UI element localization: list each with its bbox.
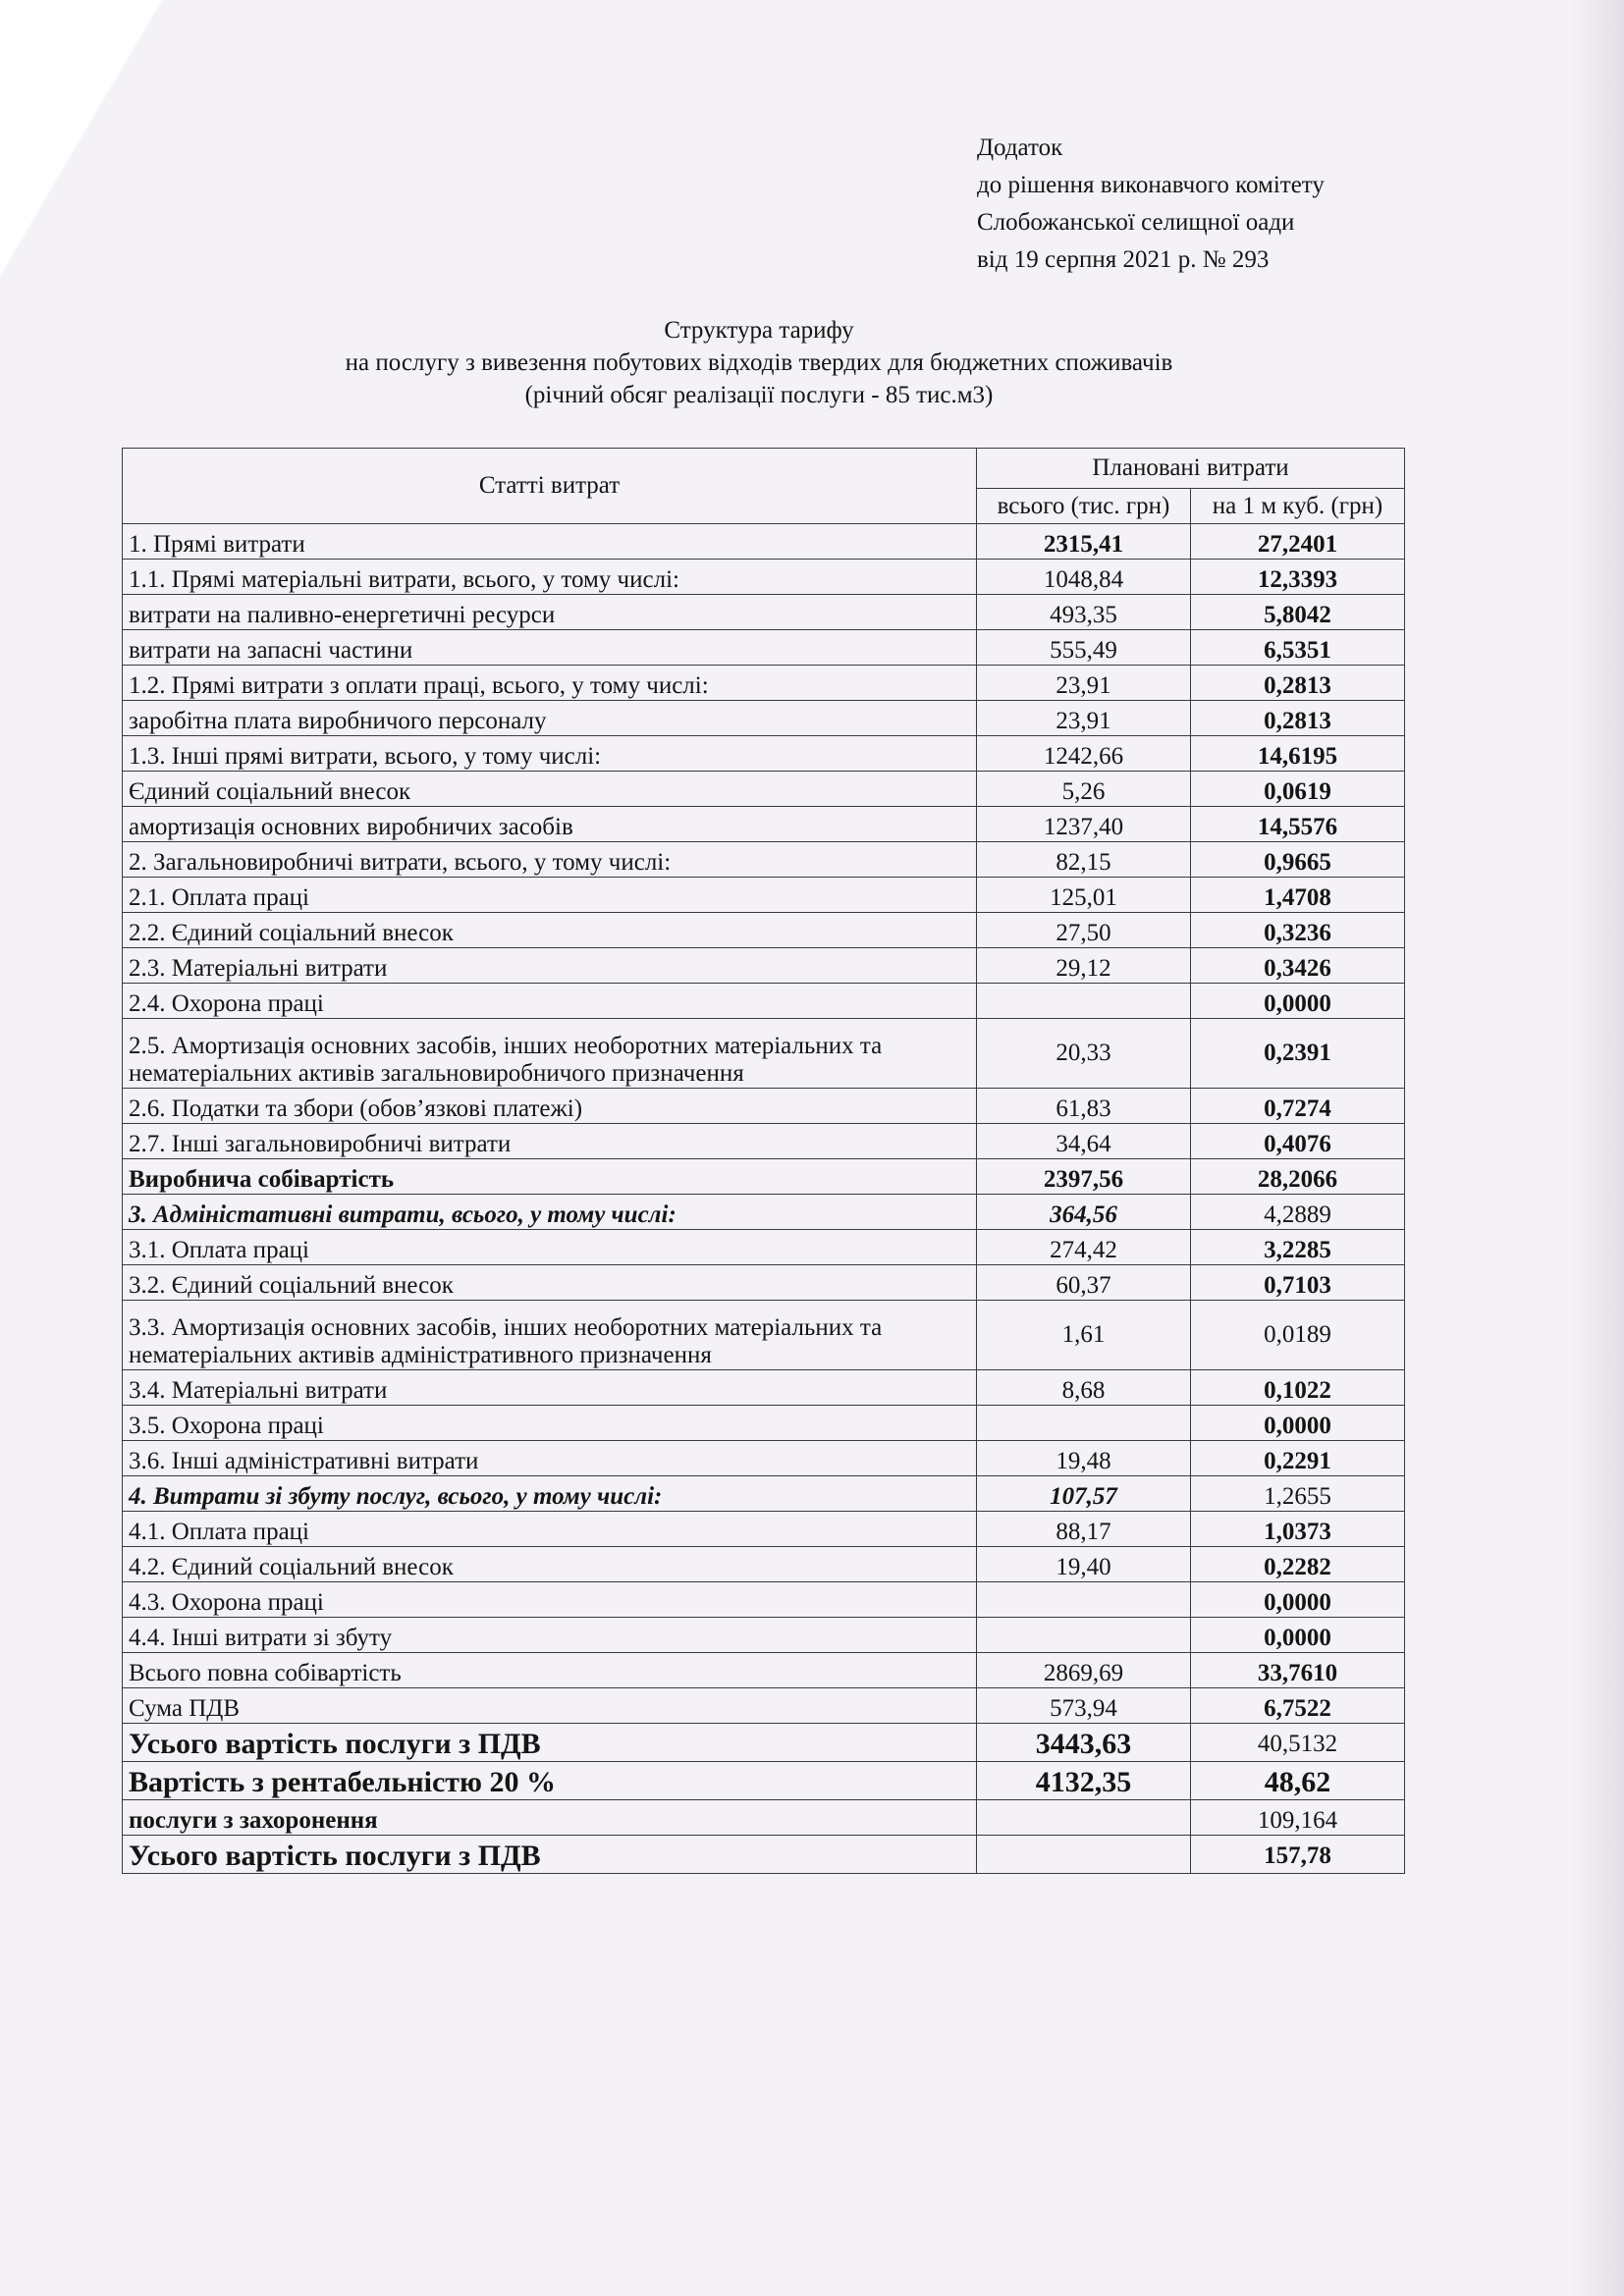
- table-row: [123, 1836, 1405, 1874]
- cost-item-name: 3.1. Оплата праці: [123, 1230, 977, 1265]
- total-thousand-uah: 19,40: [977, 1547, 1191, 1582]
- cost-item-name: Вартість з рентабельністю 20 %: [123, 1762, 977, 1800]
- table-row: [123, 1800, 1405, 1836]
- total-thousand-uah: 2397,56: [977, 1159, 1191, 1195]
- cost-item-name: заробітна плата виробничого персоналу: [123, 701, 977, 736]
- total-thousand-uah: [977, 1800, 1191, 1836]
- cost-item-name: Всього повна собівартість: [123, 1653, 977, 1688]
- cost-item-name: Усього вартість послуги з ПДВ: [123, 1724, 977, 1762]
- cost-item-name: витрати на запасні частини: [123, 630, 977, 666]
- cost-item-name: 3.4. Матеріальні витрати: [123, 1370, 977, 1406]
- table-row: [123, 1653, 1405, 1688]
- cost-per-cubic-meter: 3,2285: [1191, 1230, 1405, 1265]
- cost-per-cubic-meter: 0,2391: [1191, 1019, 1405, 1089]
- table-row: [123, 1370, 1405, 1406]
- cost-item-name: витрати на паливно-енергетичні ресурси: [123, 595, 977, 630]
- cost-item-name: 2.4. Охорона праці: [123, 984, 977, 1019]
- cost-per-cubic-meter: 1,4708: [1191, 878, 1405, 913]
- title-line: Структура тарифу: [664, 317, 854, 344]
- cost-item-name: 3. Адміністативні витрати, всього, у тому числі:: [123, 1195, 977, 1230]
- table-row: [123, 1265, 1405, 1301]
- cost-per-cubic-meter: 1,0373: [1191, 1512, 1405, 1547]
- cost-per-cubic-meter: 0,2291: [1191, 1441, 1405, 1476]
- total-thousand-uah: 20,33: [977, 1019, 1191, 1089]
- appendix-note: [977, 130, 1325, 279]
- cost-per-cubic-meter: 48,62: [1191, 1762, 1405, 1800]
- total-thousand-uah: 107,57: [977, 1476, 1191, 1512]
- cost-per-cubic-meter: 0,0000: [1191, 1406, 1405, 1441]
- cost-per-cubic-meter: 14,6195: [1191, 736, 1405, 772]
- table-row: [123, 1089, 1405, 1124]
- cost-per-cubic-meter: 1,2655: [1191, 1476, 1405, 1512]
- cost-per-cubic-meter: 0,0000: [1191, 984, 1405, 1019]
- table-row: [123, 630, 1405, 666]
- total-thousand-uah: 61,83: [977, 1089, 1191, 1124]
- cost-per-cubic-meter: 0,9665: [1191, 842, 1405, 878]
- total-thousand-uah: 2315,41: [977, 524, 1191, 560]
- table-row: [123, 701, 1405, 736]
- table-row: [123, 1618, 1405, 1653]
- cost-per-cubic-meter: 0,0000: [1191, 1582, 1405, 1618]
- header-cost-items: Статті витрат: [123, 449, 977, 524]
- total-thousand-uah: 4132,35: [977, 1762, 1191, 1800]
- total-thousand-uah: 274,42: [977, 1230, 1191, 1265]
- table-row: [123, 1724, 1405, 1762]
- cost-item-name: 2.2. Єдиний соціальний внесок: [123, 913, 977, 948]
- total-thousand-uah: 3443,63: [977, 1724, 1191, 1762]
- cost-per-cubic-meter: 157,78: [1191, 1836, 1405, 1874]
- cost-item-name: 2.1. Оплата праці: [123, 878, 977, 913]
- cost-per-cubic-meter: 0,3236: [1191, 913, 1405, 948]
- table-row: [123, 1762, 1405, 1800]
- table-row: [123, 842, 1405, 878]
- total-thousand-uah: 29,12: [977, 948, 1191, 984]
- cost-item-name: 4.1. Оплата праці: [123, 1512, 977, 1547]
- cost-item-name: 4. Витрати зі збуту послуг, всього, у тому числі:: [123, 1476, 977, 1512]
- cost-per-cubic-meter: 0,4076: [1191, 1124, 1405, 1159]
- total-thousand-uah: 27,50: [977, 913, 1191, 948]
- cost-item-name: 1. Прямі витрати: [123, 524, 977, 560]
- cost-per-cubic-meter: 6,7522: [1191, 1688, 1405, 1724]
- total-thousand-uah: 8,68: [977, 1370, 1191, 1406]
- cost-item-name: 1.3. Інші прямі витрати, всього, у тому числі:: [123, 736, 977, 772]
- total-thousand-uah: 364,56: [977, 1195, 1191, 1230]
- total-thousand-uah: [977, 1582, 1191, 1618]
- cost-item-name: 3.6. Інші адміністративні витрати: [123, 1441, 977, 1476]
- cost-item-name: 2.7. Інші загальновиробничі витрати: [123, 1124, 977, 1159]
- cost-per-cubic-meter: 5,8042: [1191, 595, 1405, 630]
- cost-per-cubic-meter: 40,5132: [1191, 1724, 1405, 1762]
- cost-item-name: 3.3. Амортизація основних засобів, інших необоротних матеріальних та нематеріальних активів адміністративного призначення: [123, 1301, 977, 1370]
- cost-item-name: 1.2. Прямі витрати з оплати праці, всього, у тому числі:: [123, 666, 977, 701]
- table-row: [123, 524, 1405, 560]
- cost-item-name: 3.2. Єдиний соціальний внесок: [123, 1265, 977, 1301]
- total-thousand-uah: 2869,69: [977, 1653, 1191, 1688]
- table-row: [123, 1688, 1405, 1724]
- total-thousand-uah: [977, 1406, 1191, 1441]
- cost-per-cubic-meter: 0,1022: [1191, 1370, 1405, 1406]
- appendix-line: від 19 серпня 2021 р. № 293: [977, 246, 1270, 273]
- total-thousand-uah: 19,48: [977, 1441, 1191, 1476]
- total-thousand-uah: 1048,84: [977, 560, 1191, 595]
- total-thousand-uah: 82,15: [977, 842, 1191, 878]
- cost-item-name: Єдиний соціальний внесок: [123, 772, 977, 807]
- subtitle-line: на послугу з вивезення побутових відходів твердих для бюджетних споживачів: [345, 349, 1173, 376]
- table-row: [123, 948, 1405, 984]
- cost-item-name: 2.6. Податки та збори (обов’язкові платежі): [123, 1089, 977, 1124]
- cost-per-cubic-meter: 33,7610: [1191, 1653, 1405, 1688]
- cost-item-name: 1.1. Прямі матеріальні витрати, всього, у тому числі:: [123, 560, 977, 595]
- total-thousand-uah: 60,37: [977, 1265, 1191, 1301]
- cost-per-cubic-meter: 14,5576: [1191, 807, 1405, 842]
- header-total: всього (тис. грн): [977, 489, 1191, 524]
- appendix-line: Слобожанської селищної оади: [977, 209, 1295, 236]
- cost-item-name: Виробнича собівартість: [123, 1159, 977, 1195]
- total-thousand-uah: 23,91: [977, 701, 1191, 736]
- cost-per-cubic-meter: 0,3426: [1191, 948, 1405, 984]
- cost-per-cubic-meter: 0,0619: [1191, 772, 1405, 807]
- table-row: [123, 1301, 1405, 1370]
- total-thousand-uah: [977, 1836, 1191, 1874]
- table-row: [123, 1476, 1405, 1512]
- cost-item-name: 4.4. Інші витрати зі збуту: [123, 1618, 977, 1653]
- cost-item-name: 2.3. Матеріальні витрати: [123, 948, 977, 984]
- table-row: [123, 595, 1405, 630]
- table-row: [123, 666, 1405, 701]
- total-thousand-uah: 1242,66: [977, 736, 1191, 772]
- table-row: [123, 913, 1405, 948]
- cost-item-name: 4.2. Єдиний соціальний внесок: [123, 1547, 977, 1582]
- table-row: [123, 1195, 1405, 1230]
- cost-per-cubic-meter: 12,3393: [1191, 560, 1405, 595]
- cost-per-cubic-meter: 0,7103: [1191, 1265, 1405, 1301]
- table-row: [123, 1159, 1405, 1195]
- appendix-line: до рішення виконавчого комітету: [977, 172, 1325, 198]
- table-row: [123, 772, 1405, 807]
- total-thousand-uah: 34,64: [977, 1124, 1191, 1159]
- table-row: [123, 1230, 1405, 1265]
- total-thousand-uah: 5,26: [977, 772, 1191, 807]
- cost-per-cubic-meter: 4,2889: [1191, 1195, 1405, 1230]
- cost-per-cubic-meter: 6,5351: [1191, 630, 1405, 666]
- appendix-line: Додаток: [977, 134, 1063, 161]
- cost-item-name: 4.3. Охорона праці: [123, 1582, 977, 1618]
- cost-per-cubic-meter: 0,0189: [1191, 1301, 1405, 1370]
- table-row: [123, 1019, 1405, 1089]
- total-thousand-uah: 555,49: [977, 630, 1191, 666]
- table-row: [123, 1406, 1405, 1441]
- total-thousand-uah: 1237,40: [977, 807, 1191, 842]
- cost-item-name: 3.5. Охорона праці: [123, 1406, 977, 1441]
- cost-per-cubic-meter: 0,0000: [1191, 1618, 1405, 1653]
- total-thousand-uah: [977, 984, 1191, 1019]
- table-row: [123, 1124, 1405, 1159]
- cost-item-name: 2. Загальновиробничі витрати, всього, у тому числі:: [123, 842, 977, 878]
- cost-item-name: амортизація основних виробничих засобів: [123, 807, 977, 842]
- document-title: [126, 314, 1392, 411]
- table-row: [123, 984, 1405, 1019]
- header-per-cubic-meter: на 1 м куб. (грн): [1191, 489, 1405, 524]
- table-row: [123, 560, 1405, 595]
- cost-per-cubic-meter: 0,7274: [1191, 1089, 1405, 1124]
- cost-item-name: Усього вартість послуги з ПДВ: [123, 1836, 977, 1874]
- table-row: [123, 878, 1405, 913]
- folded-corner: [0, 0, 167, 285]
- total-thousand-uah: 88,17: [977, 1512, 1191, 1547]
- page-edge-shadow: [1570, 0, 1624, 2296]
- table-row: [123, 1512, 1405, 1547]
- table-row: [123, 736, 1405, 772]
- cost-item-name: Сума ПДВ: [123, 1688, 977, 1724]
- volume-line: (річний обсяг реалізації послуги - 85 тис.м3): [524, 382, 994, 408]
- table-row: [123, 1441, 1405, 1476]
- table-row: [123, 1582, 1405, 1618]
- total-thousand-uah: 1,61: [977, 1301, 1191, 1370]
- cost-item-name: 2.5. Амортизація основних засобів, інших необоротних матеріальних та нематеріальних активів загальновиробничого призначення: [123, 1019, 977, 1089]
- cost-per-cubic-meter: 27,2401: [1191, 524, 1405, 560]
- cost-per-cubic-meter: 0,2282: [1191, 1547, 1405, 1582]
- table-row: [123, 1547, 1405, 1582]
- cost-per-cubic-meter: 0,2813: [1191, 666, 1405, 701]
- tariff-structure-table: [122, 448, 1405, 1874]
- table-row: [123, 807, 1405, 842]
- cost-per-cubic-meter: 28,2066: [1191, 1159, 1405, 1195]
- total-thousand-uah: 125,01: [977, 878, 1191, 913]
- cost-per-cubic-meter: 109,164: [1191, 1800, 1405, 1836]
- total-thousand-uah: 573,94: [977, 1688, 1191, 1724]
- total-thousand-uah: 23,91: [977, 666, 1191, 701]
- header-planned-costs: Плановані витрати: [977, 449, 1405, 489]
- total-thousand-uah: 493,35: [977, 595, 1191, 630]
- cost-item-name: послуги з захоронення: [123, 1800, 977, 1836]
- total-thousand-uah: [977, 1618, 1191, 1653]
- cost-per-cubic-meter: 0,2813: [1191, 701, 1405, 736]
